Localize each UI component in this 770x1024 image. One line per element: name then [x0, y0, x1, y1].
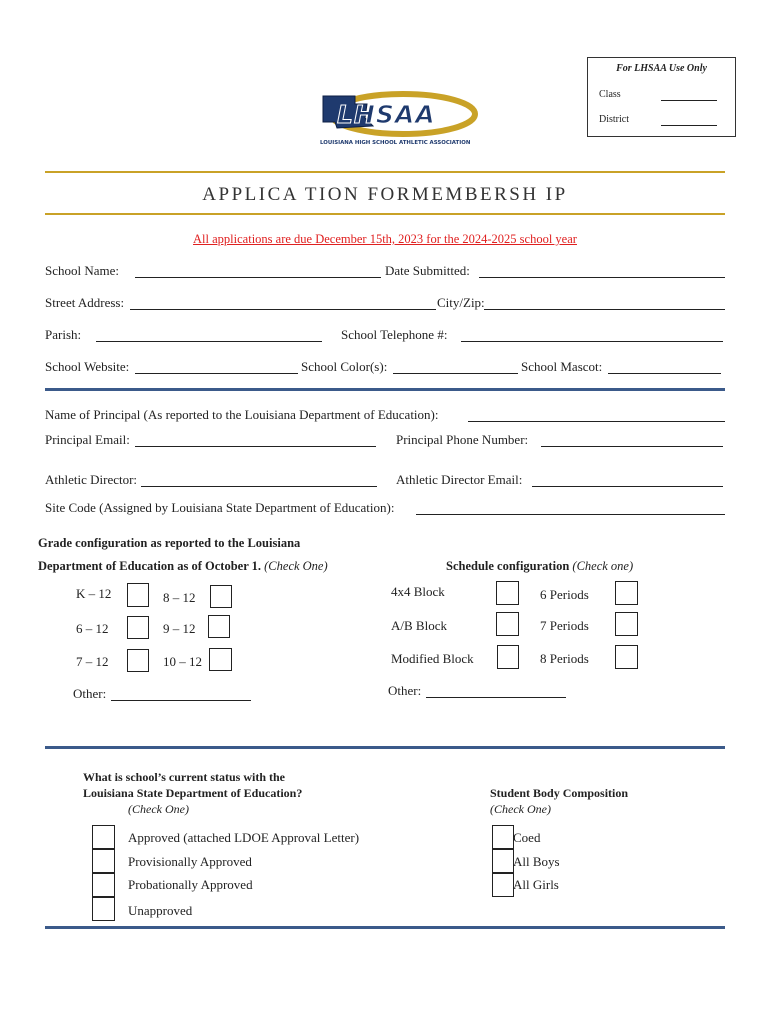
status-check: (Check One) [128, 802, 189, 816]
school-mascot-label: School Mascot: [521, 359, 603, 374]
grade-option-label: 10 – 12 [163, 654, 202, 669]
principal-phone-label: Principal Phone Number: [396, 432, 529, 447]
grade-option-label: 7 – 12 [76, 654, 109, 669]
schedule-option-label: 6 Periods [540, 587, 589, 602]
status-option-label: Provisionally Approved [128, 854, 252, 869]
status-option-label: Unapproved [128, 903, 193, 918]
due-date-notice: All applications are due December 15th, 2023 for the 2024-2025 school year [193, 232, 577, 246]
district-label: District [599, 114, 629, 125]
site-code-field[interactable] [416, 514, 725, 515]
status-unapproved-checkbox[interactable] [92, 897, 115, 921]
grade-option-label: 6 – 12 [76, 621, 109, 636]
page-title: APPLICA TION FORMEMBERSH IP [202, 184, 568, 205]
grade-option-label: 9 – 12 [163, 621, 196, 636]
schedule-config-title-wrap [446, 559, 633, 574]
section-divider-2 [45, 746, 725, 749]
school-name-field[interactable] [135, 277, 381, 278]
schedule-modified-block-checkbox[interactable] [497, 645, 519, 669]
status-option-label: Approved (attached LDOE Approval Letter) [128, 830, 360, 845]
schedule-config-title: Schedule configuration [446, 559, 570, 573]
school-colors-label: School Color(s): [301, 359, 388, 374]
grade-9-12-checkbox[interactable] [208, 615, 230, 638]
grade-10-12-checkbox[interactable] [209, 648, 232, 671]
schedule-ab-block-checkbox[interactable] [496, 612, 519, 636]
principal-email-field[interactable] [135, 446, 376, 447]
parish-label: Parish: [45, 327, 82, 342]
athletic-director-label: Athletic Director: [45, 472, 138, 487]
grade-config-title-line2-wrap [38, 559, 328, 574]
date-submitted-field[interactable] [479, 277, 725, 278]
class-field[interactable] [661, 100, 717, 101]
athletic-director-email-field[interactable] [532, 486, 723, 487]
schedule-option-label: 7 Periods [540, 618, 589, 633]
section-divider-3 [45, 926, 725, 929]
schedule-4x4-checkbox[interactable] [496, 581, 519, 605]
schedule-8-periods-checkbox[interactable] [615, 645, 638, 669]
schedule-6-periods-checkbox[interactable] [615, 581, 638, 605]
date-submitted-label: Date Submitted: [385, 263, 470, 278]
school-telephone-field[interactable] [461, 341, 723, 342]
school-website-label: School Website: [45, 359, 130, 374]
school-mascot-field[interactable] [608, 373, 721, 374]
street-address-field[interactable] [130, 309, 436, 310]
grade-config-check: (Check One) [264, 559, 328, 573]
schedule-option-label: 4x4 Block [391, 584, 445, 599]
logo-caption: LOUISIANA HIGH SCHOOL ATHLETIC ASSOCIATION [320, 140, 471, 146]
status-title-line2: Louisiana State Department of Education? [83, 786, 303, 800]
grade-config-title-line2: Department of Education as of October 1. [38, 559, 262, 573]
athletic-director-email-label: Athletic Director Email: [396, 472, 523, 487]
composition-option-label: Coed [513, 830, 541, 845]
grade-config-title-line1: Grade configuration as reported to the Louisiana [38, 536, 301, 550]
schedule-option-label: 8 Periods [540, 651, 589, 666]
class-label: Class [599, 89, 621, 100]
title-rule-bottom [45, 213, 725, 215]
street-address-label: Street Address: [45, 295, 125, 310]
schedule-config-check: (Check one) [572, 559, 634, 573]
athletic-director-field[interactable] [141, 486, 377, 487]
site-code-label: Site Code (Assigned by Louisiana State Department of Education): [45, 500, 395, 515]
grade-7-12-checkbox[interactable] [127, 649, 149, 672]
principal-name-field[interactable] [468, 421, 725, 422]
title-rule-top [45, 171, 725, 173]
lhsaa-logo [315, 88, 480, 150]
status-probationally-approved-checkbox[interactable] [92, 873, 115, 897]
schedule-7-periods-checkbox[interactable] [615, 612, 638, 636]
school-colors-field[interactable] [393, 373, 518, 374]
school-name-label: School Name: [45, 263, 120, 278]
composition-all-girls-checkbox[interactable] [492, 873, 514, 897]
schedule-option-label: Modified Block [391, 651, 474, 666]
composition-option-label: All Girls [513, 877, 559, 892]
grade-option-label: K – 12 [76, 586, 112, 601]
section-divider-1 [45, 388, 725, 391]
status-approved-checkbox[interactable] [92, 825, 115, 849]
grade-option-label: 8 – 12 [163, 590, 196, 605]
grade-6-12-checkbox[interactable] [127, 616, 149, 639]
schedule-other-field[interactable] [426, 697, 566, 698]
principal-email-label: Principal Email: [45, 432, 130, 447]
composition-all-boys-checkbox[interactable] [492, 849, 514, 873]
composition-title: Student Body Composition [490, 786, 629, 800]
composition-option-label: All Boys [513, 854, 560, 869]
schedule-other-label: Other: [388, 683, 422, 698]
logo-letters: LHSAA [337, 100, 436, 129]
city-zip-label: City/Zip: [437, 295, 485, 310]
school-website-field[interactable] [135, 373, 298, 374]
status-option-label: Probationally Approved [128, 877, 253, 892]
grade-other-field[interactable] [111, 700, 251, 701]
school-telephone-label: School Telephone #: [341, 327, 448, 342]
grade-k12-checkbox[interactable] [127, 583, 149, 607]
district-field[interactable] [661, 125, 717, 126]
principal-phone-field[interactable] [541, 446, 723, 447]
parish-field[interactable] [96, 341, 322, 342]
schedule-option-label: A/B Block [391, 618, 447, 633]
use-only-title: For LHSAA Use Only [616, 63, 707, 74]
composition-check: (Check One) [490, 802, 551, 816]
composition-coed-checkbox[interactable] [492, 825, 514, 849]
grade-other-label: Other: [73, 686, 107, 701]
city-zip-field[interactable] [484, 309, 725, 310]
lhsaa-use-only-box [587, 57, 736, 137]
grade-8-12-checkbox[interactable] [210, 585, 232, 608]
principal-name-label: Name of Principal (As reported to the Louisiana Department of Education): [45, 407, 439, 422]
status-provisionally-approved-checkbox[interactable] [92, 849, 115, 873]
status-title-line1: What is school’s current status with the [83, 770, 286, 784]
